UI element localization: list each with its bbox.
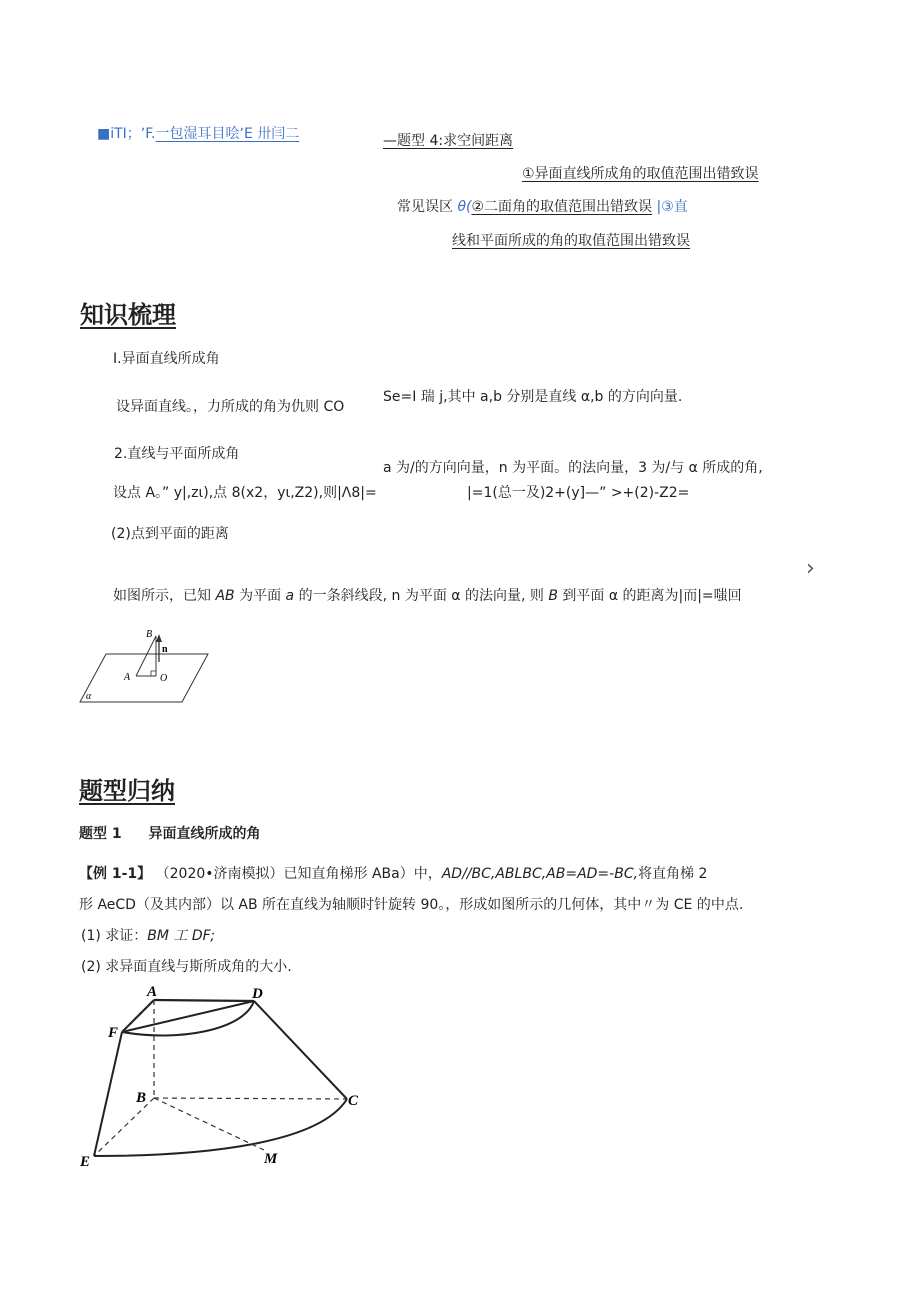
q1-prefix: (1) 求证：	[81, 928, 148, 944]
figure-rotated-solid	[74, 984, 374, 1174]
question-2: (2) 求异面直线与斯所成角的大小.	[81, 959, 292, 975]
fig2-label-f: F	[108, 1025, 119, 1041]
type1-heading	[79, 823, 261, 843]
item3-b: B	[548, 588, 558, 604]
common-error-row-2	[397, 196, 688, 216]
dash-b-e	[94, 1098, 154, 1156]
item1-right-text: Se=I 瑞 j,其中 a,b 分别是直线 α,b 的方向向量.	[383, 389, 683, 405]
example-text-1: （2020•济南模拟）已知直角梯形 ABa）中，	[155, 866, 442, 882]
chevron-right-icon[interactable]: ›	[806, 556, 815, 581]
item3-a: a	[285, 588, 295, 604]
fig2-label-b: B	[136, 1090, 147, 1106]
type4-heading: —题型 4:求空间距离	[383, 133, 514, 149]
item3-text-b: 为平面	[239, 588, 282, 604]
section-title-knowledge: 知识梳理	[80, 301, 176, 329]
example-line-1	[79, 863, 707, 883]
fig2-label-e: E	[80, 1154, 91, 1170]
header-top-left-prefix: ■iTI；ʼF.	[97, 126, 156, 142]
dash-b-m	[154, 1098, 264, 1150]
common-error-theta: θ(	[457, 199, 472, 215]
example-line-2: 形 AeCD（及其内部）以 AB 所在直线为轴顺时针旋转 90。，形成如图所示的几何体，其中〃为 CE 的中点.	[79, 897, 744, 913]
fig2-label-d: D	[252, 986, 263, 1002]
item2-formula: |=1(总一及)2+(y]—” >+(2)-Z2=	[467, 485, 690, 501]
edge-d-c	[254, 1001, 347, 1099]
header-top-left	[97, 123, 299, 143]
fig2-label-c: C	[348, 1093, 359, 1109]
segment-ab	[136, 636, 156, 676]
example-tag: 【例 1-1】	[79, 866, 152, 882]
dash-b-c	[154, 1098, 347, 1099]
fig1-label-alpha: α	[86, 691, 92, 702]
header-top-left-link[interactable]: 一包湿耳目哙ʼE 卅闫二	[155, 126, 300, 142]
edge-f-d	[122, 1001, 254, 1032]
common-error-sep: |③直	[656, 199, 688, 215]
fig1-label-n: n	[162, 644, 168, 655]
common-error-2: ②二面角的取值范围出错致误	[471, 199, 653, 215]
edge-f-e	[94, 1032, 122, 1156]
item2-title: 2.直线与平面所成角	[114, 446, 240, 462]
edge-a-d	[154, 1000, 254, 1001]
item3-text-d: 到平面 α 的距离为|而|=嗤回	[562, 588, 742, 604]
fig1-label-o: O	[160, 673, 168, 684]
arc-e-c	[94, 1099, 347, 1156]
fig1-label-a: A	[124, 672, 131, 683]
figure-plane-distance	[76, 624, 216, 708]
item1-left-text: 设异面直线。，力所成的角为仇则 CO	[116, 399, 345, 415]
fig2-label-m: M	[264, 1151, 278, 1167]
item1-title: I.异面直线所成角	[113, 351, 220, 367]
item3-title: (2)点到平面的距离	[111, 526, 229, 542]
example-text-2: 将直角梯 2	[638, 866, 708, 882]
question-1	[81, 925, 215, 945]
section-title-types: 题型归纳	[79, 777, 175, 805]
item3-ab: AB	[215, 588, 235, 604]
example-math-1: AD//BC,ABLBC,AB=AD=-BC,	[441, 866, 639, 882]
common-error-label: 常见误区	[397, 199, 453, 215]
type1-title: 异面直线所成的角	[148, 826, 261, 842]
normal-arrow-head	[156, 634, 162, 642]
item2-right-text: a 为/的方向向量，n 为平面。的法向量，3 为/与 α 所成的角,	[383, 460, 763, 476]
fig1-label-b: B	[146, 629, 153, 640]
common-error-1: ①异面直线所成角的取值范围出错致误	[522, 166, 759, 182]
item2-left-text: 设点 A。” y|,zι),点 8(x2，yι,Z2),则|Λ8|=	[113, 485, 377, 501]
common-error-3: 线和平面所成的角的取值范围出错致误	[452, 233, 690, 249]
type1-label: 题型 1	[79, 826, 122, 842]
q1-math: BM 工 DF;	[147, 928, 215, 944]
plane-alpha	[80, 654, 208, 702]
item3-text-a: 如图所示，已知	[113, 588, 211, 604]
right-angle-mark	[151, 671, 156, 676]
item3-text-c: 的一条斜线段, n 为平面 α 的法向量, 则	[298, 588, 544, 604]
item3-paragraph	[113, 585, 742, 605]
fig2-label-a: A	[147, 984, 158, 1000]
